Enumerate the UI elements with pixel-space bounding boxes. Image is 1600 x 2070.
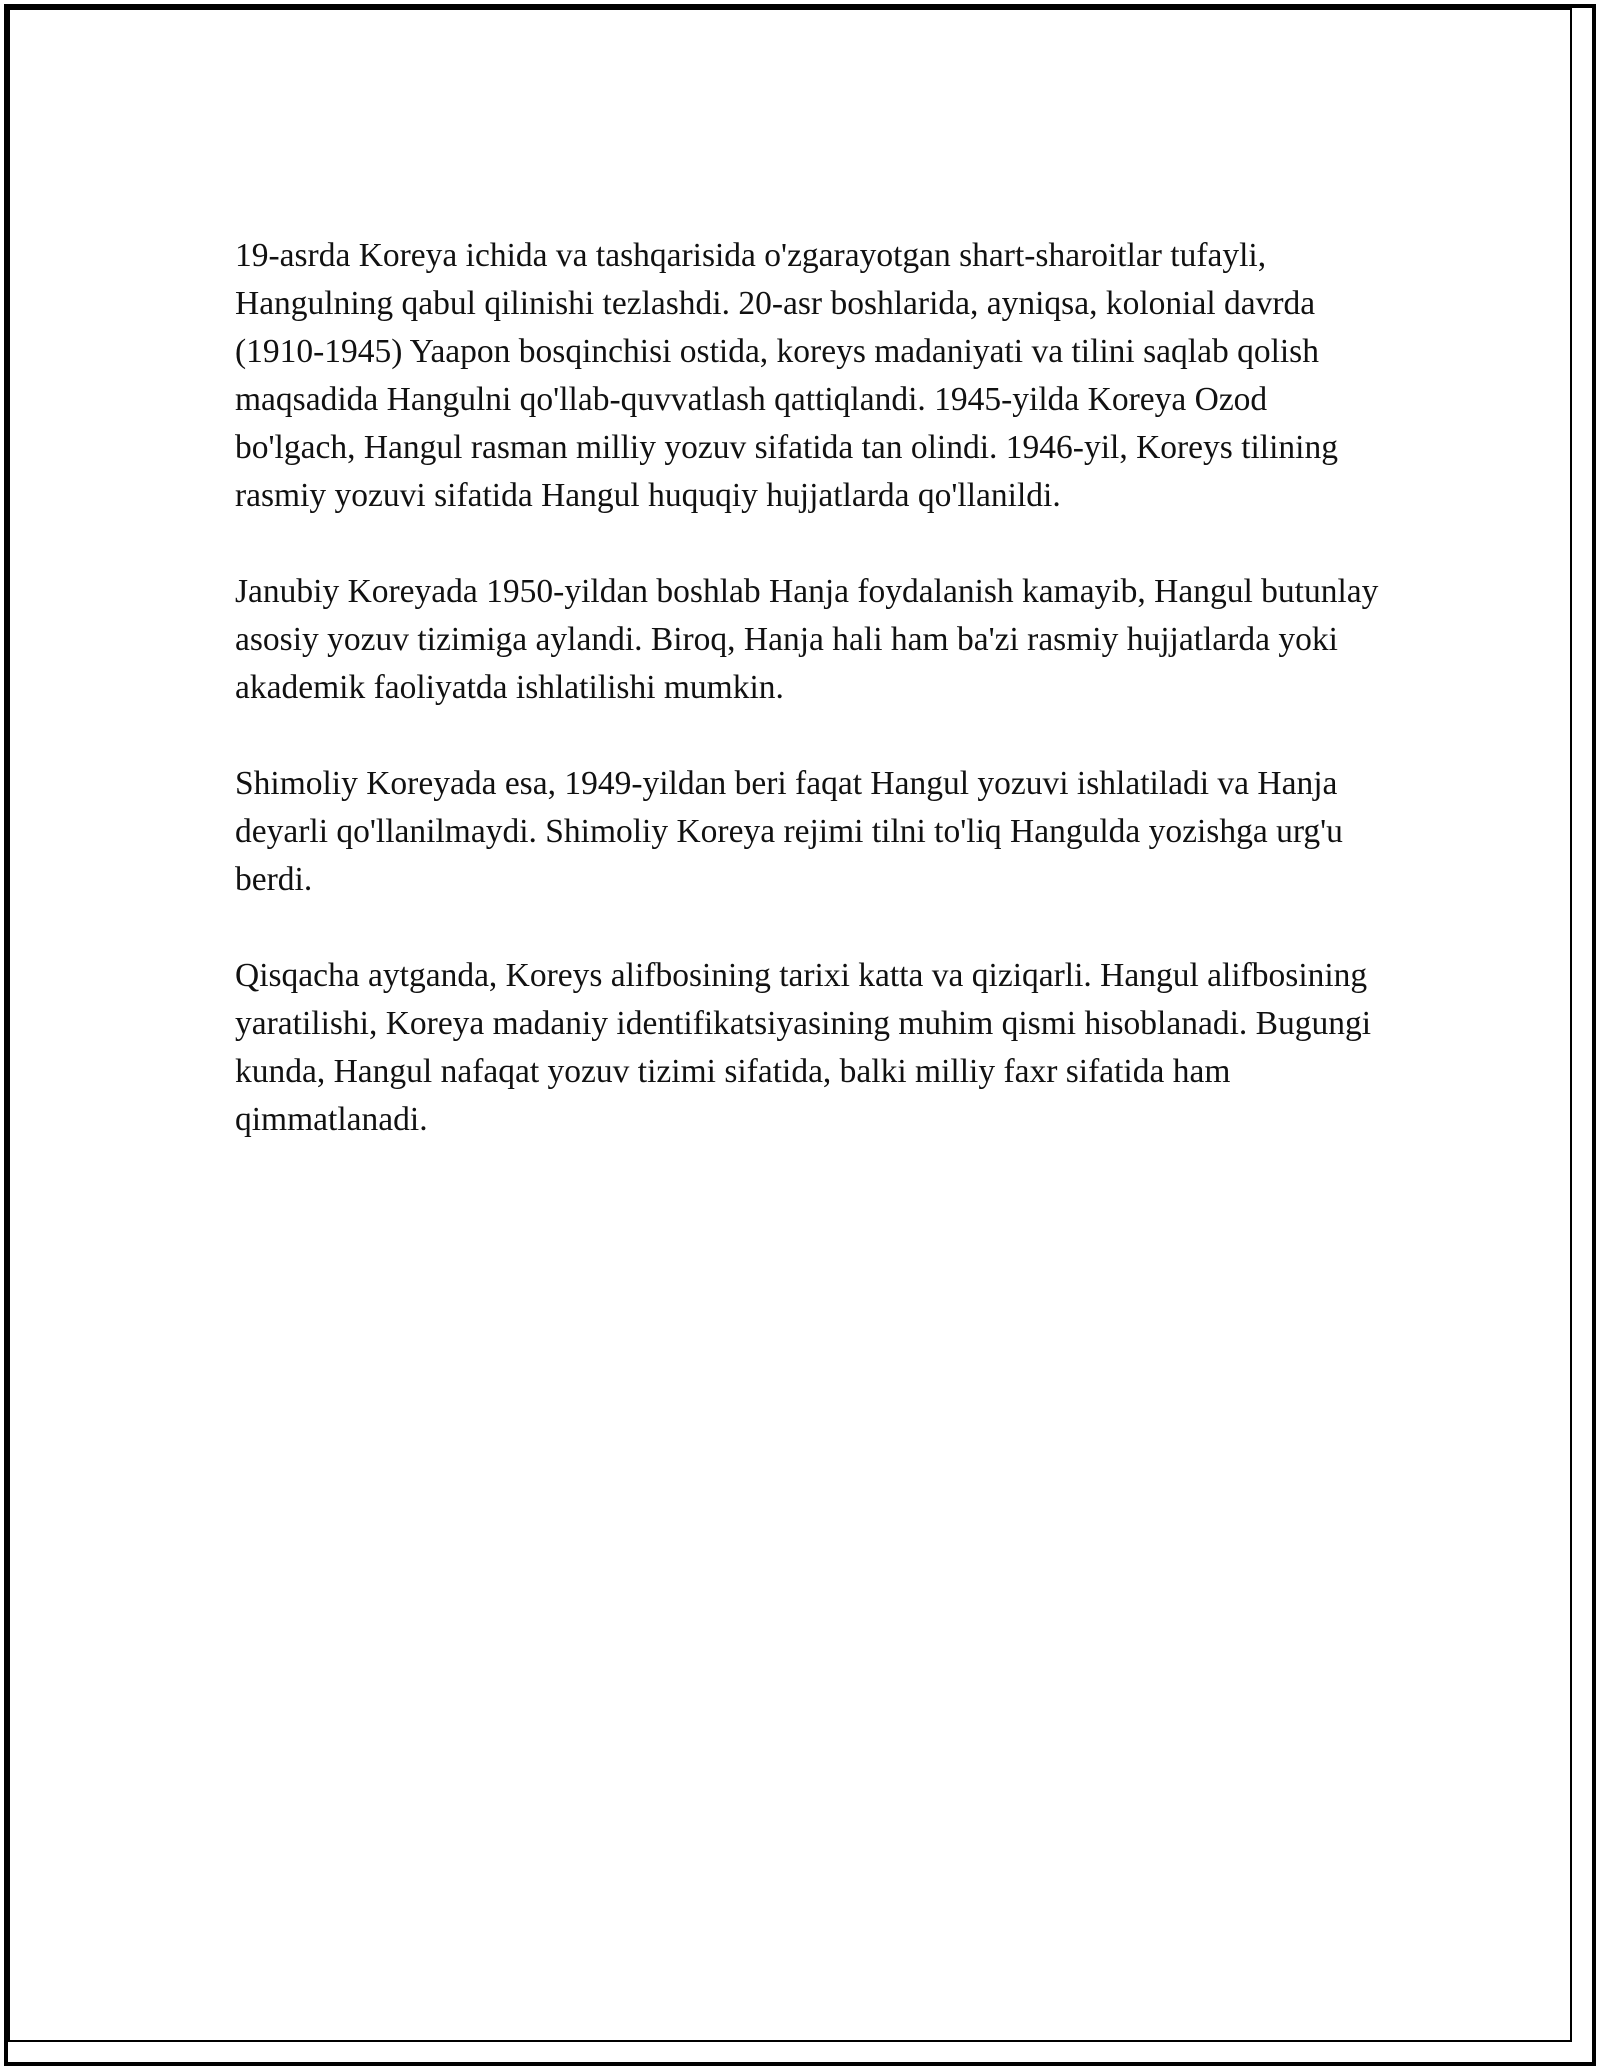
paragraph: Shimoliy Koreyada esa, 1949-yildan beri faqat Hangul yozuvi ishlatiladi va Hanja deyarli qo'llanilmaydi. Shimoliy Koreya rejimi tilni to'liq Hangulda yozishga urg'u berdi. bbox=[235, 765, 1343, 898]
paragraph: 19-asrda Koreya ichida va tashqarisida o'zgarayotgan shart-sharoitlar tufayli, Hangulning qabul qilinishi tezlashdi. 20-asr boshlarida, ayniqsa, kolonial davrda (1910-1945) Yaapon bosqinchisi ostida, koreys madaniyati va tilini saqlab qolish maqsadida Hangulni qo'llab-quvvatlash qattiqlandi. 1945-yilda Koreya Ozod bo'lgach, Hangul rasman milliy yozuv sifatida tan olindi. 1946-yil, Koreys tilining rasmiy yozuvi sifatida Hangul huquqiy hujjatlarda qo'llanildi. bbox=[235, 237, 1338, 514]
document-body bbox=[235, 232, 1385, 1192]
paragraph: Janubiy Koreyada 1950-yildan boshlab Hanja foydalanish kamayib, Hangul butunlay asosiy yozuv tizimiga aylandi. Biroq, Hanja hali ham ba'zi rasmiy hujjatlarda yoki akademik faoliyatda ishlatilishi mumkin. bbox=[235, 573, 1379, 706]
paragraph: Qisqacha aytganda, Koreys alifbosining tarixi katta va qiziqarli. Hangul alifbosining yaratilishi, Koreya madaniy identifikatsiyasining muhim qismi hisoblanadi. Bugungi kunda, Hangul nafaqat yozuv tizimi sifatida, balki milliy faxr sifatida ham qimmatlanadi. bbox=[235, 957, 1372, 1138]
